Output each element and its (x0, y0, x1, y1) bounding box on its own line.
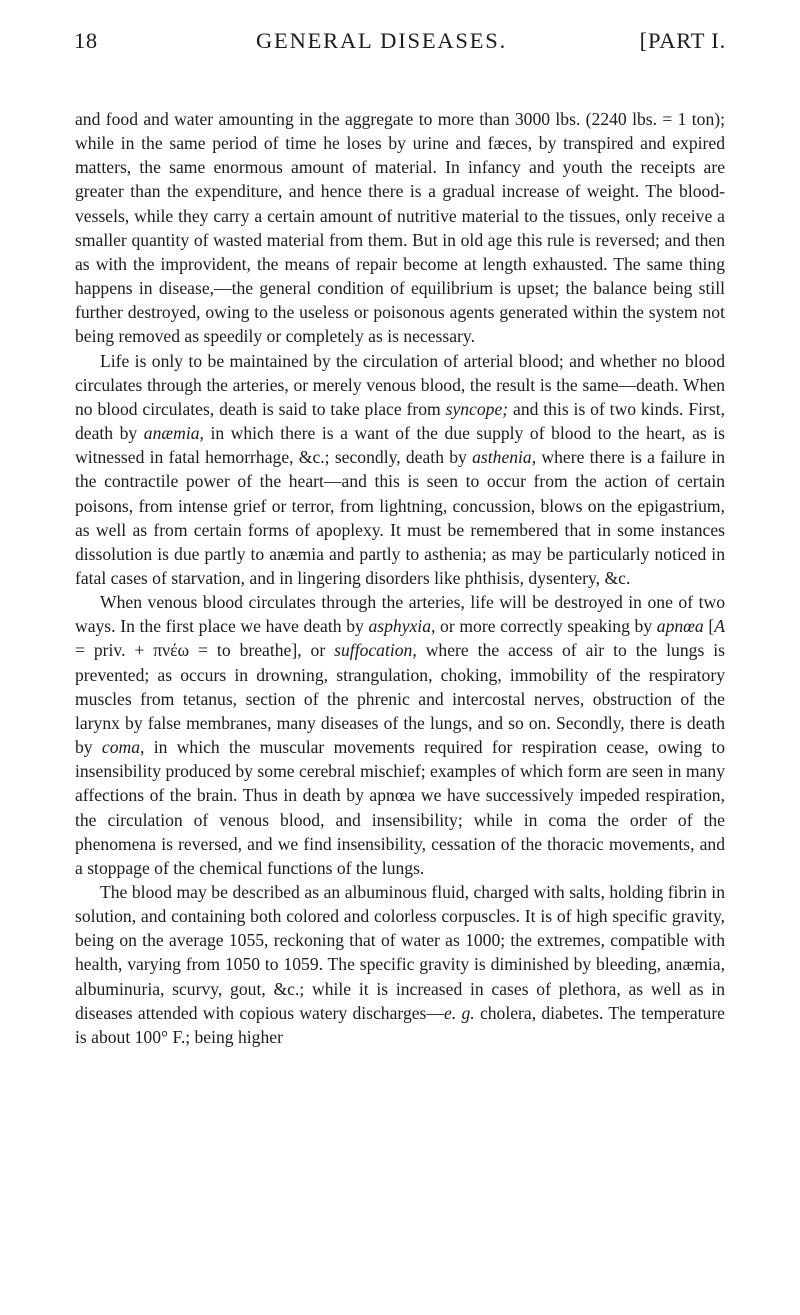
text-run: [ (703, 616, 715, 637)
italic-term: apnœa (656, 616, 704, 637)
italic-term: e. g. (444, 1002, 475, 1023)
text-run: where the access of air to the lungs is prevented; as occurs in drowning, strangulation, choking, immobility of the respiratory muscles from tetanus, section of the phrenic and intercostal nerves, obstruction of the larynx by false membranes, many diseases of the lungs, and so on. Secondly, there is death by (75, 640, 725, 758)
paragraph-life-circulation (75, 349, 725, 591)
italic-term: syncope; (445, 398, 509, 419)
text-run: = priv. + πνέω = to breathe], or (75, 640, 335, 661)
text-run: in which there is a want of the due supply of blood to the heart, as is witnessed in fatal hemorrhage, &c.; secondly, death by (75, 423, 725, 468)
text-run: and this is of two kinds. First, death by (75, 398, 725, 444)
italic-term: A (714, 616, 725, 637)
text-run: where there is a failure in the contractile power of the heart—and this is seen to occur from the action of certain poisons, from intense grief or terror, from lightning, concussion, blows on the epigastrium, as well as from certain forms of apoplexy. It must be remembered that in some instances dissolution is due partly to anæmia and partly to asthenia; as may be particularly noticed in fatal cases of starvation, and in lingering disorders like phthisis, dysentery, &c. (75, 447, 725, 588)
body-text (75, 107, 725, 1049)
text-run: and food and water amounting in the aggregate to more than 3000 lbs. (2240 lbs. = 1 ton); while in the same period of time he loses by urine and fæces, by transpired and expired matters, the same enormous amount of material. In infancy and youth the receipts are greater than the expenditure, and hence there is a gradual increase of weight. The blood-vessels, while they carry a certain amount of nutritive material to the tissues, only receive a smaller quantity of wasted material from them. But in old age this rule is reversed; and then as with the improvident, the means of repair become at length exhausted. The same thing happens in disease,—the general condition of equilibrium is upset; the balance being still further destroyed, owing to the useless or poisonous agents generated within the system not being removed as speedily or completely as is necessary. (75, 109, 725, 347)
italic-term: suffocation, (334, 640, 417, 661)
paragraph-blood-description (75, 880, 725, 1049)
text-run: When venous blood circulates through the arteries, life will be destroyed in one of two ways. In the first place we have death by (75, 592, 725, 637)
text-run: in which the muscular movements required for respiration cease, owing to insensibility produced by some cerebral mischief; examples of which form are seen in many affections of the brain. Thus in death by apnœa we have successively impeded respiration, the circulation of venous blood, and insensibility; while in coma the order of the phenomena is reversed, and we find insensibility, cessation of the thoracic movements, and a stoppage of the chemical functions of the lungs. (75, 737, 725, 878)
italic-term: coma, (101, 737, 145, 758)
part-label: [PART I. (639, 28, 726, 53)
chapter-title: GENERAL DISEASES. (256, 28, 508, 53)
italic-term: asthenia, (472, 447, 537, 468)
paragraph-venous-blood (75, 590, 725, 880)
text-run: cholera, diabetes. The temperature is about 100° F.; being higher (75, 1002, 725, 1047)
text-run: The blood may be described as an albuminous fluid, charged with salts, holding fibrin in solution, and containing both colored and colorless corpuscles. It is of high specific gravity, being on the average 1055, reckoning that of water as 1000; the extremes, compatible with health, varying from 1050 to 1059. The specific gravity is diminished by bleeding, anæmia, albuminuria, scurvy, gout, &c.; while it is increased in cases of plethora, as well as in diseases attended with copious watery discharges— (75, 882, 725, 1023)
italic-term: anæmia, (143, 423, 204, 444)
running-head (74, 28, 726, 62)
text-run: or more correctly speaking by (435, 616, 657, 637)
page-number: 18 (74, 28, 98, 53)
paragraph-continuation (75, 107, 725, 349)
italic-term: asphyxia, (368, 616, 436, 637)
text-run: Life is only to be maintained by the circulation of arterial blood; and whether no blood circulates through the arteries, or merely venous blood, the result is the same—death. When no blood circulates, death is said to take place from (75, 350, 725, 419)
